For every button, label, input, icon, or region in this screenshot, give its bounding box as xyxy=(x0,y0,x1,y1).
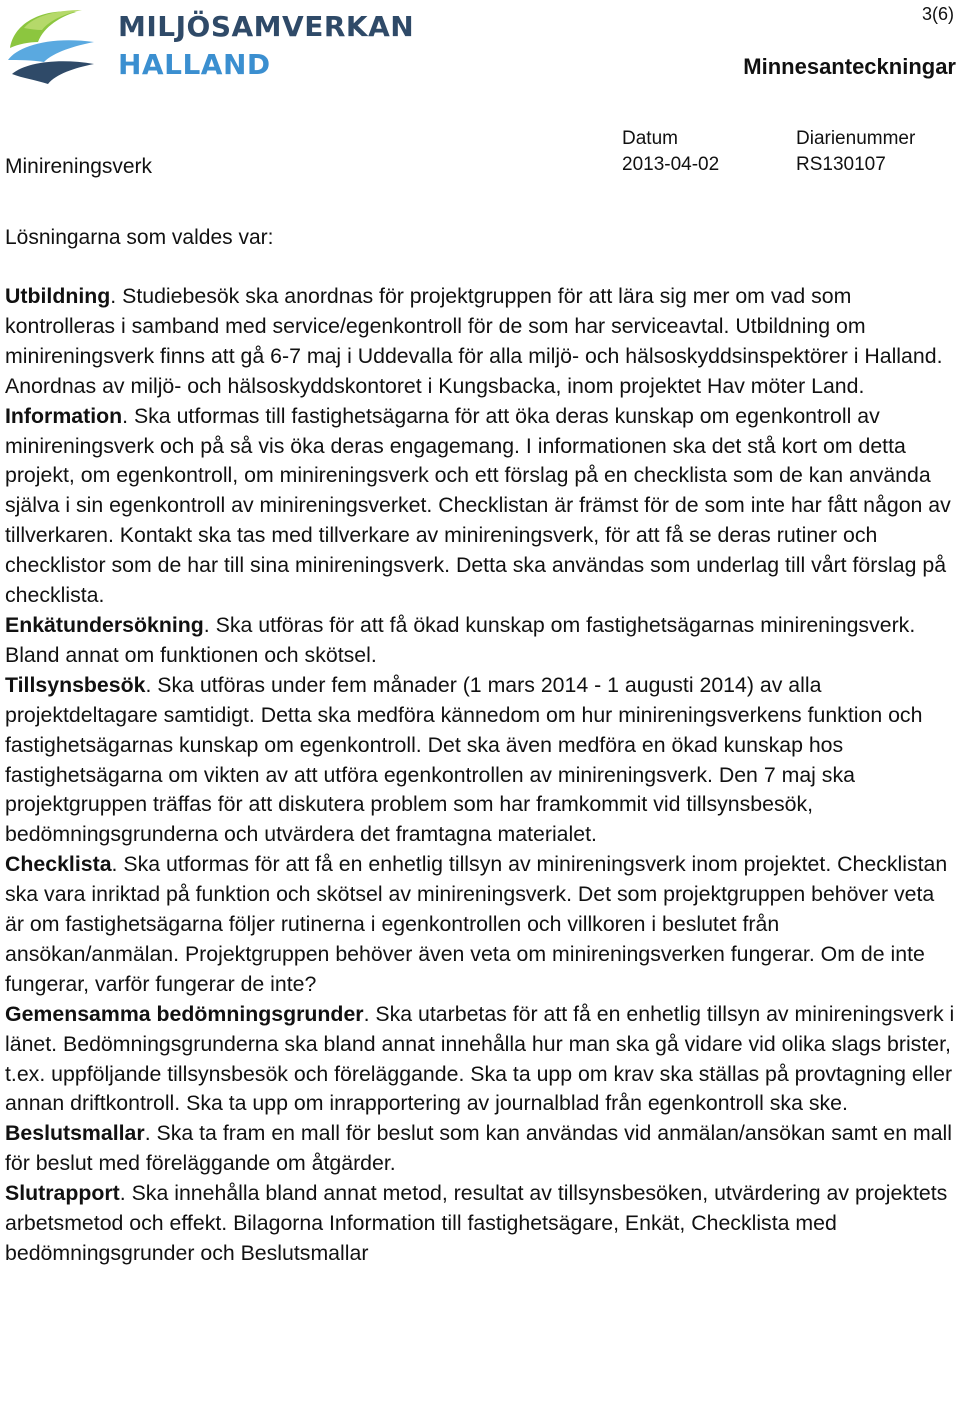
document-type: Minnesanteckningar xyxy=(743,54,956,79)
paragraph-heading: Beslutsmallar xyxy=(5,1121,145,1146)
paragraph-heading: Information xyxy=(5,403,123,428)
paragraph-enkatundersokning xyxy=(5,611,955,671)
paragraph-beslutsmallar xyxy=(5,1119,955,1179)
logo xyxy=(4,2,415,94)
paragraph-text: . Ska utföras under fem månader (1 mars 2014 - 1 augusti 2014) av alla projektdeltagare samtidigt. Detta ska medföra kännedom om hur minireningsverkens funktion och fastighetsägarnas kunskap om egenkontroll. Det ska även medföra en ökad kunskap hos fastighetsägarna om vikten av att utföra egenkontrollen av minireningsverk. Den 7 maj ska projektgruppen träffas för att diskutera problem som har framkommit vid tillsynsbesök, bedömningsgrunderna och utvärdera det framtagna materialet. xyxy=(5,672,923,847)
paragraph-bedomningsgrunder xyxy=(5,1000,955,1120)
page-number: 3(6) xyxy=(921,4,954,24)
reference-label: Diarienummer xyxy=(796,128,916,149)
paragraph-slutrapport xyxy=(5,1179,955,1269)
paragraph-text: . Ska ta fram en mall för beslut som kan användas vid anmälan/ansökan samt en mall för beslut med föreläggande om åtgärder. xyxy=(5,1121,953,1176)
paragraph-heading: Enkätundersökning xyxy=(5,612,204,637)
paragraph-text: . Ska utarbetas för att få en enhetlig tillsyn av minireningsverk i länet. Bedömningsgrunderna ska bland annat innehålla hur man ska gå vidare vid olika slags brister, t.ex. uppföljande tillsynsbesök och föreläggande. Ska ta upp om krav ska ställas på provtagning eller annan driftkontroll. Ska ta upp om inrapportering av journalblad från egenkontroll ska ske. xyxy=(5,1001,955,1116)
paragraph-information xyxy=(5,402,955,611)
logo-emblem-icon xyxy=(4,2,100,94)
paragraph-tillsynsbesok xyxy=(5,671,955,850)
paragraph-heading: Utbildning xyxy=(5,284,111,308)
paragraph-heading: Tillsynsbesök xyxy=(5,672,146,697)
paragraph-utbildning xyxy=(5,282,955,402)
paragraph-text: . Studiebesök ska anordnas för projektgruppen för att lära sig mer om vad som kontrolleras i samband med service/egenkontroll för de som har serviceavtal. Utbildning om minireningsverk finns att gå 6-7 maj i Uddevalla för alla miljö- och hälsoskyddsinspektörer i Halland. Anordnas av miljö- och hälsoskyddskontoret i Kungsbacka, inom projektet Hav möter Land. xyxy=(5,284,943,398)
date-label: Datum xyxy=(622,128,678,149)
paragraph-heading: Slutrapport xyxy=(5,1181,120,1206)
paragraph-text: . Ska utföras för att få ökad kunskap om fastighetsägarnas minireningsverk. Bland annat om funktionen och skötsel. xyxy=(5,612,916,667)
body-text xyxy=(5,282,955,1269)
section-name: Minireningsverk xyxy=(5,155,153,178)
reference-value: RS130107 xyxy=(796,154,886,175)
date-value: 2013-04-02 xyxy=(622,154,720,175)
paragraph-text: . Ska utformas till fastighetsägarna för att öka deras kunskap om egenkontroll av minireningsverk och på så vis öka deras engagemang. I informationen ska det stå kort om detta projekt, om egenkontroll, om minireningsverk och ett förslag på en checklista som de kan använda själva i sin egenkontroll av minireningsverket. Checklistan är främst för de som inte har fått någon av tillverkaren. Kontakt ska tas med tillverkare av minireningsverk, för att få se deras rutiner och checklistor som de har till sina minireningsverk. Detta ska användas som underlag till vårt förslag på checklista. xyxy=(5,403,951,608)
logo-text-miljosamverkan: MILJÖSAMVERKAN xyxy=(118,10,415,43)
paragraph-text: . Ska utformas för att få en enhetlig tillsyn av minireningsverk inom projektet. Checklistan ska vara inriktad på funktion och skötsel av minireningsverk. Det som projektgruppen behöver veta är om fastighetsägarna följer rutinerna i egenkontrollen och villkoren i beslutet från ansökan/anmälan. Projektgruppen behöver även veta om minireningsverken fungerar. Om de inte fungerar, varför fungerar de inte? xyxy=(5,852,948,996)
paragraph-text: . Ska innehålla bland annat metod, resultat av tillsynsbesöken, utvärdering av projektets arbetsmetod och effekt. Bilagorna Information till fastighetsägare, Enkät, Checklista med bedömningsgrunder och Beslutsmallar xyxy=(5,1181,948,1265)
paragraph-heading: Gemensamma bedömningsgrunder xyxy=(5,1001,364,1026)
intro-text: Lösningarna som valdes var: xyxy=(5,226,274,249)
paragraph-heading: Checklista xyxy=(5,852,112,877)
logo-text-halland: HALLAND xyxy=(118,48,271,81)
paragraph-checklista xyxy=(5,850,955,1000)
